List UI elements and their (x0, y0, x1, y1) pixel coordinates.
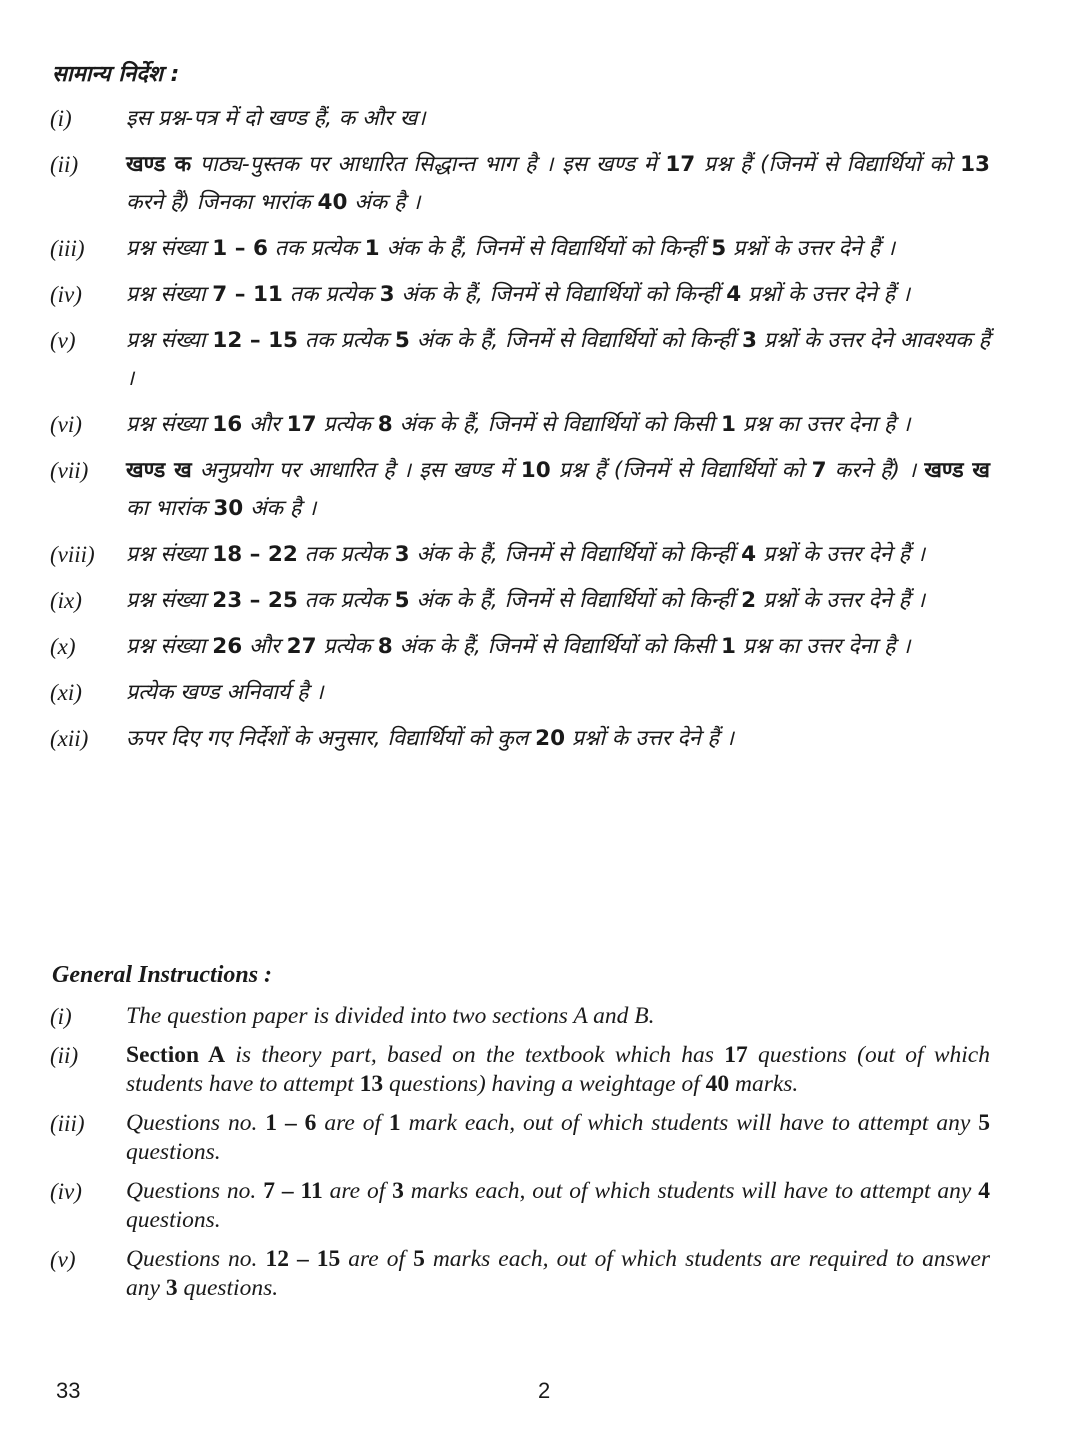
text-segment: प्रश्न का उत्तर देना है । (735, 412, 911, 437)
text-segment: प्रश्नों के उत्तर देने आवश्यक हैं । (126, 328, 990, 391)
bold-text: 2 (741, 588, 757, 613)
instruction-item (50, 582, 990, 620)
instruction-item (50, 452, 990, 528)
instruction-text (126, 276, 990, 314)
text-segment: Questions no. (126, 1246, 266, 1272)
bold-text: 40 (317, 190, 348, 215)
text-segment: is theory part, based on the textbook which has (225, 1042, 725, 1068)
text-segment: प्रश्न संख्या (126, 328, 213, 353)
instruction-item (50, 230, 990, 268)
instruction-item (50, 1245, 990, 1303)
page-number: 2 (538, 1378, 551, 1403)
text-segment: तक प्रत्येक (282, 282, 380, 307)
text-segment: तक प्रत्येक (267, 236, 365, 261)
text-segment: marks. (729, 1071, 799, 1097)
instruction-text (126, 452, 990, 528)
text-segment: प्रश्न हैं (जिनमें से विद्यार्थियों को (550, 458, 812, 483)
instruction-text (126, 720, 990, 758)
text-segment: marks each, out of which students are required to answer any (126, 1246, 991, 1301)
text-segment: प्रश्न का उत्तर देना है । (735, 634, 911, 659)
text-segment: प्रश्न संख्या (126, 542, 213, 567)
instruction-text (126, 1109, 990, 1167)
bold-text: Section A (126, 1042, 226, 1068)
hindi-instructions-heading: सामान्य निर्देश : (52, 62, 180, 87)
hindi-instructions-list (50, 100, 990, 766)
instruction-item (50, 276, 990, 314)
text-segment: प्रत्येक (316, 634, 378, 659)
instruction-number: (i) (50, 106, 72, 131)
bold-text: 8 (377, 412, 393, 437)
text-segment: questions. (177, 1275, 279, 1301)
text-segment: तक प्रत्येक (297, 542, 395, 567)
bold-text: 7 (811, 458, 827, 483)
english-instructions-list (50, 1002, 990, 1313)
text-segment: और (242, 412, 287, 437)
text-segment: प्रश्नों के उत्तर देने हैं । (565, 726, 734, 751)
bold-text: 5 (711, 236, 727, 261)
text-segment: प्रत्येक (316, 412, 378, 437)
bold-text: 17 (724, 1042, 748, 1068)
text-segment: प्रश्न संख्या (126, 634, 213, 659)
text-segment: questions (out of which students have to attempt (126, 1042, 990, 1097)
instruction-number: (vi) (50, 412, 82, 437)
text-segment: प्रत्येक खण्ड अनिवार्य है । (126, 680, 324, 705)
bold-text: 27 (286, 634, 317, 659)
text-segment: तक प्रत्येक (298, 328, 395, 353)
text-segment: अंक के हैं, जिनमें से विद्यार्थियों को किन्हीं (409, 588, 742, 613)
bold-text: 12 – 15 (212, 328, 299, 353)
text-segment: questions. (126, 1139, 221, 1165)
instruction-text (126, 146, 990, 222)
paper-code: 33 (56, 1378, 81, 1403)
text-segment: प्रश्न संख्या (126, 236, 213, 261)
instruction-item (50, 322, 990, 398)
text-segment: करने हैं) । (826, 458, 925, 483)
text-segment: Questions no. (126, 1178, 264, 1204)
bold-text: 8 (377, 634, 393, 659)
text-segment: अंक के हैं, जिनमें से विद्यार्थियों को किन्हीं (409, 542, 742, 567)
text-segment: इस प्रश्न-पत्र में दो खण्ड हैं, क और ख। (126, 106, 426, 131)
text-segment: are of (316, 1110, 389, 1136)
bold-text: 13 (359, 1071, 384, 1097)
text-segment: अंक के हैं, जिनमें से विद्यार्थियों को किसी (392, 634, 721, 659)
instruction-item (50, 674, 990, 712)
english-instructions-heading: General Instructions : (52, 962, 273, 988)
instruction-number: (viii) (50, 542, 95, 567)
instruction-item (50, 720, 990, 758)
text-segment: marks each, out of which students will have to attempt any (403, 1178, 979, 1204)
text-segment: अंक के हैं, जिनमें से विद्यार्थियों को किसी (392, 412, 721, 437)
text-segment: questions) having a weightage of (383, 1071, 706, 1097)
text-segment: ऊपर दिए गए निर्देशों के अनुसार, विद्यार्थियों को कुल (126, 726, 536, 751)
text-segment: प्रश्नों के उत्तर देने हैं । (741, 282, 911, 307)
bold-text: 1 – 6 (212, 236, 268, 261)
instruction-number: (v) (50, 328, 76, 353)
instruction-number: (ix) (50, 588, 82, 613)
bold-text: 13 (960, 152, 990, 177)
bold-text: 40 (705, 1071, 730, 1097)
text-segment: अनुप्रयोग पर आधारित है । इस खण्ड में (191, 458, 521, 483)
bold-text: 3 (741, 328, 757, 353)
instruction-item (50, 1177, 990, 1235)
text-segment: The question paper is divided into two sections A and B. (126, 1003, 655, 1029)
bold-text: 5 (413, 1246, 425, 1272)
text-segment: अंक के हैं, जिनमें से विद्यार्थियों को किन्हीं (379, 236, 712, 261)
bold-text: 26 (212, 634, 243, 659)
bold-text: 5 (394, 588, 410, 613)
instruction-text (126, 1002, 990, 1031)
bold-text: 1 (720, 412, 736, 437)
instruction-text (126, 406, 990, 444)
instruction-number: (v) (50, 1247, 76, 1272)
bold-text: 30 (213, 496, 244, 521)
bold-text: 1 – 6 (265, 1110, 317, 1136)
bold-text: 4 (741, 542, 757, 567)
instruction-number: (x) (50, 634, 76, 659)
instruction-item (50, 406, 990, 444)
instruction-text (126, 1177, 990, 1235)
bold-text: 18 – 22 (212, 542, 298, 567)
instruction-number: (iv) (50, 1179, 82, 1204)
text-segment: प्रश्नों के उत्तर देने हैं । (756, 588, 925, 613)
instruction-text (126, 628, 990, 666)
text-segment: पाठ्य-पुस्तक पर आधारित सिद्धान्त भाग है । इस खण्ड में (191, 152, 666, 177)
instruction-text (126, 536, 990, 574)
instruction-item (50, 1109, 990, 1167)
instruction-text (126, 582, 990, 620)
text-segment: अंक है । (347, 190, 421, 215)
bold-text: 1 (720, 634, 736, 659)
text-segment: तक प्रत्येक (297, 588, 395, 613)
instruction-item (50, 146, 990, 222)
instruction-text (126, 322, 990, 398)
bold-text: 3 (394, 542, 410, 567)
instruction-text (126, 1245, 990, 1303)
text-segment: अंक के हैं, जिनमें से विद्यार्थियों को किन्हीं (409, 328, 742, 353)
text-segment: अंक है । (243, 496, 317, 521)
text-segment: का भारांक (126, 496, 214, 521)
instruction-item (50, 536, 990, 574)
bold-text: 4 (978, 1178, 990, 1204)
bold-text: 20 (535, 726, 566, 751)
bold-text: 3 (165, 1275, 178, 1301)
text-segment: are of (340, 1246, 414, 1272)
bold-text: 3 (392, 1178, 404, 1204)
text-segment: और (242, 634, 287, 659)
bold-text: 16 (212, 412, 243, 437)
instruction-number: (iii) (50, 236, 85, 261)
instruction-number: (xi) (50, 680, 82, 705)
instruction-item (50, 1041, 990, 1099)
bold-text: खण्ड क (126, 152, 192, 177)
bold-text: 5 (394, 328, 410, 353)
text-segment: अंक के हैं, जिनमें से विद्यार्थियों को किन्हीं (394, 282, 727, 307)
bold-text: 17 (665, 152, 696, 177)
bold-text: 4 (726, 282, 742, 307)
instruction-item (50, 100, 990, 138)
bold-text: 5 (978, 1110, 990, 1136)
text-segment: Questions no. (126, 1110, 266, 1136)
instruction-text (126, 100, 990, 138)
text-segment: mark each, out of which students will have to attempt any (400, 1110, 979, 1136)
bold-text: 17 (286, 412, 317, 437)
text-segment: प्रश्न संख्या (126, 282, 213, 307)
instruction-text (126, 230, 990, 268)
instruction-number: (ii) (50, 152, 79, 177)
bold-text: 12 – 15 (265, 1246, 341, 1272)
text-segment: प्रश्न संख्या (126, 588, 213, 613)
instruction-item (50, 1002, 990, 1031)
instruction-text (126, 1041, 990, 1099)
instruction-number: (vii) (50, 458, 89, 483)
instruction-number: (i) (50, 1004, 72, 1029)
text-segment: questions. (126, 1207, 221, 1233)
instruction-number: (ii) (50, 1043, 79, 1068)
bold-text: 1 (388, 1110, 401, 1136)
text-segment: are of (322, 1178, 393, 1204)
instruction-text (126, 674, 990, 712)
instruction-item (50, 628, 990, 666)
bold-text: 1 (364, 236, 380, 261)
text-segment: करने हैं) जिनका भारांक (126, 190, 318, 215)
instruction-number: (iii) (50, 1111, 85, 1136)
bold-text: 23 – 25 (212, 588, 298, 613)
bold-text: 7 – 11 (212, 282, 283, 307)
text-segment: प्रश्नों के उत्तर देने हैं । (756, 542, 925, 567)
text-segment: प्रश्न संख्या (126, 412, 213, 437)
instruction-number: (xii) (50, 726, 89, 751)
instruction-number: (iv) (50, 282, 82, 307)
text-segment: प्रश्नों के उत्तर देने हैं । (726, 236, 896, 261)
bold-text: खण्ड ख (126, 458, 192, 483)
bold-text: 10 (520, 458, 551, 483)
text-segment: प्रश्न हैं (जिनमें से विद्यार्थियों को (695, 152, 961, 177)
bold-text: खण्ड ख (924, 458, 990, 483)
bold-text: 7 – 11 (263, 1178, 323, 1204)
bold-text: 3 (379, 282, 395, 307)
